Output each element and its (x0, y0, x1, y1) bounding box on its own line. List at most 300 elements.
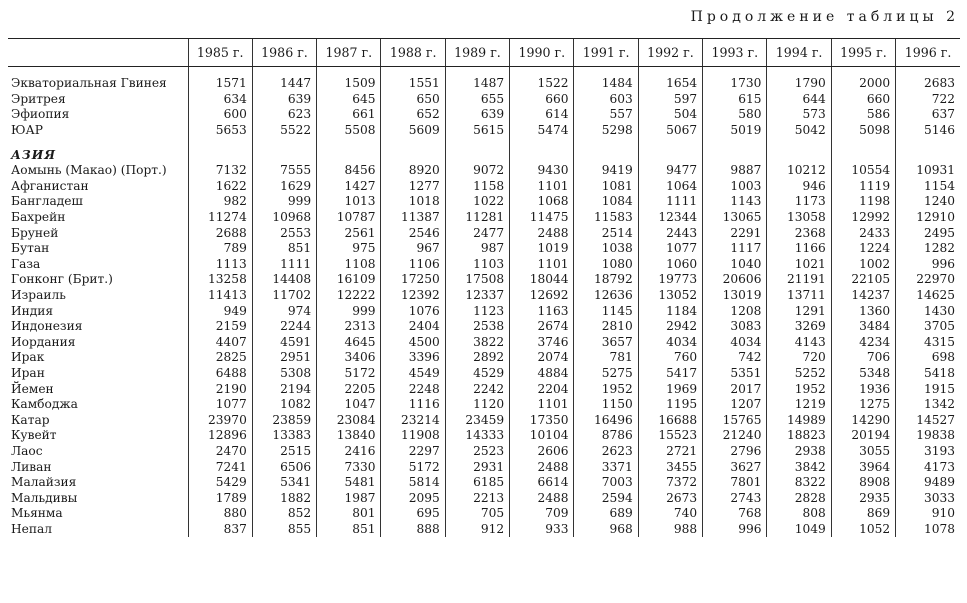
value-cell: 808 (767, 506, 831, 522)
value-cell: 2951 (252, 350, 316, 366)
value-cell: 1275 (831, 397, 895, 413)
value-cell: 17350 (510, 412, 574, 428)
value-cell: 1106 (381, 257, 445, 273)
value-cell: 3406 (317, 350, 381, 366)
value-cell: 996 (896, 257, 960, 273)
value-cell: 586 (831, 107, 895, 123)
year-header: 1993 г. (703, 39, 767, 67)
year-header: 1986 г. (252, 39, 316, 67)
value-cell: 1240 (896, 194, 960, 210)
value-cell: 20194 (831, 428, 895, 444)
value-cell: 888 (381, 522, 445, 538)
value-cell: 2561 (317, 225, 381, 241)
value-cell: 2488 (510, 225, 574, 241)
value-cell: 7003 (574, 475, 638, 491)
value-cell: 6185 (445, 475, 509, 491)
value-cell: 2942 (638, 319, 702, 335)
table-row (8, 428, 960, 444)
value-cell: 1969 (638, 381, 702, 397)
value-cell: 12992 (831, 210, 895, 226)
value-cell: 2935 (831, 490, 895, 506)
value-cell: 1936 (831, 381, 895, 397)
value-cell: 987 (445, 241, 509, 257)
value-cell: 5522 (252, 123, 316, 139)
value-cell: 1952 (574, 381, 638, 397)
value-cell: 23214 (381, 412, 445, 428)
value-cell: 2721 (638, 444, 702, 460)
country-name: Бруней (11, 225, 59, 240)
value-cell: 15765 (703, 412, 767, 428)
country-name: Мьянма (11, 506, 63, 521)
country-name: Газа (11, 256, 41, 271)
table-row (8, 272, 960, 288)
value-cell: 1622 (188, 179, 252, 195)
value-cell: 709 (510, 506, 574, 522)
value-cell: 967 (381, 241, 445, 257)
value-cell: 837 (188, 522, 252, 538)
value-cell: 4645 (317, 335, 381, 351)
value-cell: 1487 (445, 76, 509, 92)
value-cell: 1077 (638, 241, 702, 257)
value-cell: 695 (381, 506, 445, 522)
value-cell: 5508 (317, 123, 381, 139)
value-cell: 661 (317, 107, 381, 123)
country-name: Иордания (11, 334, 76, 349)
value-cell: 23459 (445, 412, 509, 428)
value-cell: 14408 (252, 272, 316, 288)
country-name: Эритрея (11, 91, 66, 106)
value-cell: 3269 (767, 319, 831, 335)
table-row (8, 319, 960, 335)
value-cell: 580 (703, 107, 767, 123)
value-cell: 19773 (638, 272, 702, 288)
year-header: 1988 г. (381, 39, 445, 67)
value-cell: 1224 (831, 241, 895, 257)
value-cell: 9419 (574, 163, 638, 179)
value-cell: 634 (188, 92, 252, 108)
value-cell: 933 (510, 522, 574, 538)
value-cell: 1360 (831, 303, 895, 319)
value-cell: 5351 (703, 366, 767, 382)
value-cell: 2523 (445, 444, 509, 460)
value-cell: 2538 (445, 319, 509, 335)
value-cell: 11274 (188, 210, 252, 226)
value-cell: 5474 (510, 123, 574, 139)
value-cell: 3193 (896, 444, 960, 460)
country-name: Бахрейн (11, 210, 66, 225)
country-name: Мальдивы (11, 490, 78, 505)
table-row (8, 241, 960, 257)
value-cell: 21191 (767, 272, 831, 288)
value-cell: 573 (767, 107, 831, 123)
value-cell: 2938 (767, 444, 831, 460)
country-name: Йемен (11, 381, 54, 396)
value-cell: 6506 (252, 459, 316, 475)
table-row (8, 179, 960, 195)
value-cell: 16109 (317, 272, 381, 288)
value-cell: 3627 (703, 459, 767, 475)
value-cell: 11475 (510, 210, 574, 226)
value-cell: 18792 (574, 272, 638, 288)
table-row (8, 475, 960, 491)
table-row (8, 303, 960, 319)
country-name: Гонконг (Брит.) (11, 272, 113, 287)
value-cell: 4034 (703, 335, 767, 351)
value-cell: 1484 (574, 76, 638, 92)
country-name: Индия (11, 303, 54, 318)
value-cell: 623 (252, 107, 316, 123)
value-cell: 2796 (703, 444, 767, 460)
value-cell: 1019 (510, 241, 574, 257)
value-cell: 974 (252, 303, 316, 319)
value-cell: 23859 (252, 412, 316, 428)
value-cell: 2488 (510, 459, 574, 475)
value-cell: 557 (574, 107, 638, 123)
value-cell: 1987 (317, 490, 381, 506)
value-cell: 13840 (317, 428, 381, 444)
value-cell: 2688 (188, 225, 252, 241)
value-cell: 3657 (574, 335, 638, 351)
value-cell: 10554 (831, 163, 895, 179)
value-cell: 2194 (252, 381, 316, 397)
value-cell: 2931 (445, 459, 509, 475)
value-cell: 880 (188, 506, 252, 522)
value-cell: 645 (317, 92, 381, 108)
value-cell: 2244 (252, 319, 316, 335)
value-cell: 10787 (317, 210, 381, 226)
value-cell: 504 (638, 107, 702, 123)
value-cell: 22105 (831, 272, 895, 288)
value-cell: 13258 (188, 272, 252, 288)
value-cell: 1068 (510, 194, 574, 210)
table-row (8, 194, 960, 210)
value-cell: 1116 (381, 397, 445, 413)
value-cell: 1002 (831, 257, 895, 273)
value-cell: 13052 (638, 288, 702, 304)
value-cell: 5019 (703, 123, 767, 139)
value-cell: 910 (896, 506, 960, 522)
year-header: 1996 г. (896, 39, 960, 67)
country-name: Камбоджа (11, 397, 78, 412)
value-cell: 1103 (445, 257, 509, 273)
value-cell: 12692 (510, 288, 574, 304)
value-cell: 1629 (252, 179, 316, 195)
value-cell: 912 (445, 522, 509, 538)
value-cell: 8920 (381, 163, 445, 179)
value-cell: 615 (703, 92, 767, 108)
value-cell: 789 (188, 241, 252, 257)
value-cell: 1018 (381, 194, 445, 210)
value-cell: 3705 (896, 319, 960, 335)
value-cell: 5481 (317, 475, 381, 491)
value-cell: 801 (317, 506, 381, 522)
value-cell: 5341 (252, 475, 316, 491)
value-cell: 12337 (445, 288, 509, 304)
value-cell: 5609 (381, 123, 445, 139)
value-cell: 1184 (638, 303, 702, 319)
value-cell: 2248 (381, 381, 445, 397)
value-cell: 18823 (767, 428, 831, 444)
value-cell: 2683 (896, 76, 960, 92)
value-cell: 999 (252, 194, 316, 210)
region-row (8, 147, 960, 163)
value-cell: 9430 (510, 163, 574, 179)
value-cell: 5252 (767, 366, 831, 382)
country-name: Малайзия (11, 475, 77, 490)
value-cell: 1522 (510, 76, 574, 92)
value-cell: 13711 (767, 288, 831, 304)
value-cell: 600 (188, 107, 252, 123)
value-cell: 852 (252, 506, 316, 522)
value-cell: 1003 (703, 179, 767, 195)
value-cell: 2810 (574, 319, 638, 335)
table-row (8, 350, 960, 366)
value-cell: 1077 (188, 397, 252, 413)
value-cell: 5298 (574, 123, 638, 139)
value-cell: 4591 (252, 335, 316, 351)
value-cell: 14290 (831, 412, 895, 428)
value-cell: 2674 (510, 319, 574, 335)
value-cell: 17508 (445, 272, 509, 288)
value-cell: 1427 (317, 179, 381, 195)
value-cell: 3964 (831, 459, 895, 475)
value-cell: 1150 (574, 397, 638, 413)
value-cell: 7241 (188, 459, 252, 475)
value-cell: 2546 (381, 225, 445, 241)
value-cell: 1145 (574, 303, 638, 319)
value-cell: 4884 (510, 366, 574, 382)
value-cell: 1198 (831, 194, 895, 210)
value-cell: 16496 (574, 412, 638, 428)
country-name: Катар (11, 412, 50, 427)
country-name: Эфиопия (11, 107, 70, 122)
value-cell: 1052 (831, 522, 895, 538)
value-cell: 12636 (574, 288, 638, 304)
table-row (8, 397, 960, 413)
value-cell: 1143 (703, 194, 767, 210)
value-cell: 9477 (638, 163, 702, 179)
value-cell: 2291 (703, 225, 767, 241)
value-cell: 14625 (896, 288, 960, 304)
value-cell: 698 (896, 350, 960, 366)
value-cell: 6488 (188, 366, 252, 382)
value-cell: 3371 (574, 459, 638, 475)
country-name: Индонезия (11, 319, 83, 334)
year-header: 1985 г. (188, 39, 252, 67)
value-cell: 1207 (703, 397, 767, 413)
value-cell: 1022 (445, 194, 509, 210)
country-name: Иран (11, 365, 45, 380)
value-cell: 1120 (445, 397, 509, 413)
value-cell: 637 (896, 107, 960, 123)
value-cell: 1730 (703, 76, 767, 92)
year-header: 1987 г. (317, 39, 381, 67)
value-cell: 3455 (638, 459, 702, 475)
value-cell: 12910 (896, 210, 960, 226)
value-cell: 2297 (381, 444, 445, 460)
value-cell: 650 (381, 92, 445, 108)
value-cell: 946 (767, 179, 831, 195)
value-cell: 2242 (445, 381, 509, 397)
value-cell: 988 (638, 522, 702, 538)
value-cell: 1509 (317, 76, 381, 92)
value-cell: 1195 (638, 397, 702, 413)
value-cell: 1551 (381, 76, 445, 92)
country-name: Бангладеш (11, 194, 83, 209)
table-caption: Продолжение таблицы 2 (690, 9, 959, 25)
value-cell: 4315 (896, 335, 960, 351)
value-cell: 1038 (574, 241, 638, 257)
value-cell: 639 (445, 107, 509, 123)
value-cell: 5067 (638, 123, 702, 139)
value-cell: 2477 (445, 225, 509, 241)
value-cell: 1101 (510, 179, 574, 195)
value-cell: 2892 (445, 350, 509, 366)
value-cell: 5098 (831, 123, 895, 139)
value-cell: 2074 (510, 350, 574, 366)
table-row (8, 381, 960, 397)
value-cell: 6614 (510, 475, 574, 491)
value-cell: 13019 (703, 288, 767, 304)
value-cell: 1021 (767, 257, 831, 273)
value-cell: 2553 (252, 225, 316, 241)
value-cell: 5275 (574, 366, 638, 382)
table-row (8, 335, 960, 351)
value-cell: 19838 (896, 428, 960, 444)
value-cell: 975 (317, 241, 381, 257)
value-cell: 1117 (703, 241, 767, 257)
value-cell: 5146 (896, 123, 960, 139)
value-cell: 9489 (896, 475, 960, 491)
value-cell: 851 (317, 522, 381, 538)
value-cell: 2488 (510, 490, 574, 506)
value-cell: 1078 (896, 522, 960, 538)
value-cell: 14527 (896, 412, 960, 428)
value-cell: 13058 (767, 210, 831, 226)
value-cell: 639 (252, 92, 316, 108)
value-cell: 855 (252, 522, 316, 538)
value-cell: 2470 (188, 444, 252, 460)
value-cell: 1163 (510, 303, 574, 319)
value-cell: 5042 (767, 123, 831, 139)
value-cell: 5418 (896, 366, 960, 382)
country-name: Ирак (11, 350, 45, 365)
value-cell: 999 (317, 303, 381, 319)
value-cell: 1084 (574, 194, 638, 210)
value-cell: 705 (445, 506, 509, 522)
table-row (8, 225, 960, 241)
value-cell: 1952 (767, 381, 831, 397)
value-cell: 2204 (510, 381, 574, 397)
value-cell: 1291 (767, 303, 831, 319)
value-cell: 7801 (703, 475, 767, 491)
value-cell: 2433 (831, 225, 895, 241)
value-cell: 3083 (703, 319, 767, 335)
value-cell: 11281 (445, 210, 509, 226)
year-header: 1994 г. (767, 39, 831, 67)
table-row (8, 210, 960, 226)
value-cell: 1447 (252, 76, 316, 92)
value-cell: 720 (767, 350, 831, 366)
value-cell: 2623 (574, 444, 638, 460)
value-cell: 1049 (767, 522, 831, 538)
value-cell: 2495 (896, 225, 960, 241)
value-cell: 8786 (574, 428, 638, 444)
value-cell: 1915 (896, 381, 960, 397)
value-cell: 1119 (831, 179, 895, 195)
value-cell: 5653 (188, 123, 252, 139)
value-cell: 597 (638, 92, 702, 108)
value-cell: 1208 (703, 303, 767, 319)
value-cell: 851 (252, 241, 316, 257)
table-row (8, 412, 960, 428)
table-row (8, 506, 960, 522)
country-name: Афганистан (11, 178, 89, 193)
value-cell: 5172 (317, 366, 381, 382)
region-label: АЗИЯ (11, 147, 56, 162)
value-cell: 11413 (188, 288, 252, 304)
value-cell: 968 (574, 522, 638, 538)
value-cell: 4549 (381, 366, 445, 382)
value-cell: 2368 (767, 225, 831, 241)
value-cell: 12344 (638, 210, 702, 226)
value-cell: 13065 (703, 210, 767, 226)
value-cell: 7372 (638, 475, 702, 491)
value-cell: 1123 (445, 303, 509, 319)
value-cell: 2190 (188, 381, 252, 397)
value-cell: 1882 (252, 490, 316, 506)
table-row (8, 444, 960, 460)
value-cell: 11387 (381, 210, 445, 226)
year-header: 1992 г. (638, 39, 702, 67)
value-cell: 20606 (703, 272, 767, 288)
table-row (8, 107, 960, 123)
country-name: Экваториальная Гвинея (11, 76, 167, 91)
value-cell: 7132 (188, 163, 252, 179)
country-name: Непал (11, 521, 52, 536)
value-cell: 2828 (767, 490, 831, 506)
value-cell: 1080 (574, 257, 638, 273)
value-cell: 8456 (317, 163, 381, 179)
value-cell: 2000 (831, 76, 895, 92)
country-name: Бутан (11, 241, 50, 256)
value-cell: 2404 (381, 319, 445, 335)
country-name: Аомынь (Макао) (Порт.) (11, 163, 167, 178)
value-cell: 2416 (317, 444, 381, 460)
value-cell: 3396 (381, 350, 445, 366)
value-cell: 1047 (317, 397, 381, 413)
value-cell: 706 (831, 350, 895, 366)
value-cell: 2017 (703, 381, 767, 397)
value-cell: 23970 (188, 412, 252, 428)
value-cell: 5308 (252, 366, 316, 382)
value-cell: 1113 (188, 257, 252, 273)
value-cell: 781 (574, 350, 638, 366)
value-cell: 2515 (252, 444, 316, 460)
value-cell: 1154 (896, 179, 960, 195)
value-cell: 5814 (381, 475, 445, 491)
value-cell: 8908 (831, 475, 895, 491)
value-cell: 14333 (445, 428, 509, 444)
value-cell: 3055 (831, 444, 895, 460)
value-cell: 2673 (638, 490, 702, 506)
value-cell: 16688 (638, 412, 702, 428)
value-cell: 603 (574, 92, 638, 108)
value-cell: 7555 (252, 163, 316, 179)
value-cell: 4143 (767, 335, 831, 351)
value-cell: 1342 (896, 397, 960, 413)
value-cell: 12392 (381, 288, 445, 304)
